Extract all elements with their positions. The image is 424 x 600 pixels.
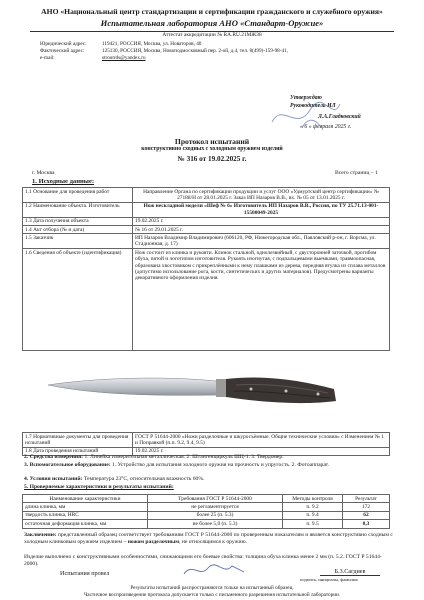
results-cell: остаточная деформация клинка, мм — [23, 520, 148, 528]
footer-line-2: Частичное воспроизведение протокола допускается только с письменного разрешения испытательной лаборатории. — [83, 592, 341, 598]
approver-name: Л.А.Гладковский — [318, 114, 361, 120]
conclusion-tail: , не относящимся к оружию. — [179, 538, 248, 545]
table-row — [23, 511, 390, 519]
requisite-legal — [40, 41, 201, 48]
signer-name: Б.З.Сагдиев — [320, 568, 380, 576]
approval-date: « 6 » февраля 2025 г. — [300, 124, 352, 130]
results-cell: не регламентируется — [148, 503, 283, 511]
table-row — [23, 202, 390, 217]
row-value: ГОСТ Р 51644-2000 «Ножи разделочные и шкуросъёмные. Общие технические условия» с Изменением № 1 и Поправкой (п.п. 9.2, 9.4, 9.5) — [133, 433, 390, 448]
page-count: Всего страниц – 1 — [335, 170, 378, 176]
results-cell: 62 — [343, 511, 390, 519]
requisite-key: Юридический адрес: — [40, 41, 87, 47]
conclusion-label: Заключение: — [24, 532, 57, 538]
results-table — [22, 494, 390, 529]
signature-mark — [180, 560, 250, 580]
standards-table — [22, 432, 390, 456]
row-key: 1.6 Сведения об объекте (идентификация) — [23, 249, 133, 351]
row-key: 1.3 Дата получения объекта — [23, 217, 133, 225]
row-key: 1.5 Заказчик — [23, 234, 133, 249]
table-row — [23, 433, 390, 448]
results-cell: 0,3 — [343, 520, 390, 528]
requisite-value: 125130, РОССИЯ, Москва, Новоподмосковный пер. 2-ой, д.4, тел. 8(499)-159-98-41, — [102, 48, 288, 54]
table-row — [23, 520, 390, 528]
signature-caption: подпись, инициалы, фамилия — [300, 577, 358, 582]
checked-characteristics — [24, 484, 394, 491]
section-initial-data: 1. Исходные данные: — [32, 178, 95, 185]
conclusion-note: Изделие выполнено с конструктивными особенностями, снижающими его боевые свойства: толщина обуха клинка менее 2 мм (п. 5.2. ГОСТ Р 51644-2000). — [24, 554, 382, 567]
conclusion — [24, 532, 394, 546]
requisite-key: e-mail: — [40, 55, 55, 61]
table-row — [23, 217, 390, 225]
conclusion-emph: ножом разделочным — [127, 538, 180, 545]
requisite-key: Фактический адрес: — [40, 48, 85, 54]
table-row — [23, 249, 390, 351]
results-header: Результат — [343, 495, 390, 503]
org-name: АНО «Национальный центр стандартизации и сертификации гражданского и служебного оружия» — [41, 7, 383, 16]
results-header-row — [23, 495, 390, 503]
cond-label: 2. Средства измерения: — [24, 454, 84, 460]
row-value: Нож нескладной модели «Шеф № 6» Изготовитель ИП Назаров В.В., Россия, по ТУ 25.71.13-001-15500049-2025 — [133, 202, 390, 217]
table-row — [23, 503, 390, 511]
requisite-actual — [40, 48, 288, 55]
results-cell: п. 9.2 — [283, 503, 343, 511]
row-value: Нож состоит из клинка и рукояти. Клинок стальной, однолезвийный, с двусторонней заточкой, прогибом обуха, пятой и логотипом изготовителя. Рукоять изогнутая, с подпальцевыми выемками, травмоопасная, образована хвостовиком с прикреплёнными к нему плашками из дерева, передняя втулка из сплава металлов (допустимо использование рога, кости, синтетических и других материалов). Предусмотрены варианты декоративного оформления изделия. — [133, 249, 390, 351]
lab-name: Испытательная лаборатория АНО «Стандарт-Оружие» — [100, 18, 324, 28]
results-header: Методы контроля — [283, 495, 343, 503]
requisite-value: 119421, РОССИЯ, Москва, ул. Новаторов, 40 — [102, 41, 202, 47]
row-key: 1.7 Нормативные документы для проведения испытаний — [23, 433, 133, 448]
protocol-subtitle: конструктивно сходных с холодным оружием изделий — [141, 146, 283, 152]
requisite-email — [40, 55, 146, 62]
protocol-city: г. Москва — [32, 170, 55, 176]
results-cell: длина клинка, мм — [23, 503, 148, 511]
signature-label: Испытания провел — [60, 570, 110, 577]
row-key: 1.2 Наименование объекта. Изготовитель — [23, 202, 133, 217]
row-key: 1.1 Основание для проведения работ — [23, 188, 133, 203]
protocol-title: Протокол испытаний — [174, 137, 250, 146]
row-value: № 16 от 29.01.2025 г. — [133, 226, 390, 234]
results-cell: п. 9.5 — [283, 520, 343, 528]
row-value: 19.02.2025 г. — [133, 217, 390, 225]
protocol-number: № 316 от 19.02.2025 г. — [177, 155, 247, 163]
test-conditions — [24, 476, 394, 483]
cond-label: 3. Вспомогательное оборудование: — [24, 462, 111, 468]
auxiliary-equipment — [24, 462, 394, 469]
row-key: 1.8 Дата проведения испытаний — [23, 447, 133, 455]
row-key: 1.4 Акт отбора (№ и дата) — [23, 226, 133, 234]
row-value: ИП Назаров Владимир Владимирович (606120, РФ, Нижегородская обл., Павловский р-он, г. Ворсма, ул. Стадионная, д. 17) — [133, 234, 390, 249]
results-cell: п. 9.4 — [283, 511, 343, 519]
cond-text: 1. Линейка измерительная металлическая. 2. Штангенциркуль ШЦ-1. 3. Твердомер. — [84, 454, 284, 460]
approval-stamp — [262, 92, 352, 142]
results-cell: не более 5,0 (п. 5.3) — [148, 520, 283, 528]
initial-data-table — [22, 187, 390, 351]
row-value: 19.02.2025 г. — [133, 447, 390, 455]
table-row — [23, 234, 390, 249]
table-row — [23, 226, 390, 234]
approver-role: Руководитель ИЛ — [290, 103, 336, 109]
measurement-tools — [24, 454, 394, 461]
cond-label: 4. Условия испытаний: — [24, 476, 83, 482]
results-cell: более 25 (п. 5.3) — [148, 511, 283, 519]
knife-photo — [46, 365, 346, 425]
cond-text: 1. Устройство для испытания холодного оружия на прочность и упругость. 2. Фотоаппарат. — [111, 462, 330, 468]
approve-label: Утверждаю — [290, 95, 322, 101]
attestat: Аттестат аккредитации № RA.RU.21МЖ38 — [162, 32, 262, 38]
conclusion-text: представленный образец соответствует требованиям ГОСТ Р 51644-2000 по проверенным показателям и является конструктивно сходным с холодным клинковым оружием изделием – — [24, 532, 393, 545]
cond-text: Температура 23°С, относительная влажность 60%. — [83, 476, 205, 482]
requisite-value: stroutrds@yandex.ru — [102, 55, 146, 61]
results-cell: 172 — [343, 503, 390, 511]
results-header: Требования ГОСТ Р 51644-2000 — [148, 495, 283, 503]
row-value: Направление Органа по сертификации продукции и услуг ООО «Удмуртский центр сертификации» № 27188/Н от 28.01.2025 г. Заказ ИП Назаров В.В., вх. № 05 от 13.01.2025 г. — [133, 188, 390, 203]
cond-label: 5. Проверяемые характеристики и результаты испытаний: — [24, 484, 174, 490]
footer-line-1: Результаты испытаний распространяются только на испытанный образец. — [130, 585, 294, 591]
table-row — [23, 188, 390, 203]
results-cell: твердость клинка, HRC — [23, 511, 148, 519]
results-header: Наименование характеристики — [23, 495, 148, 503]
